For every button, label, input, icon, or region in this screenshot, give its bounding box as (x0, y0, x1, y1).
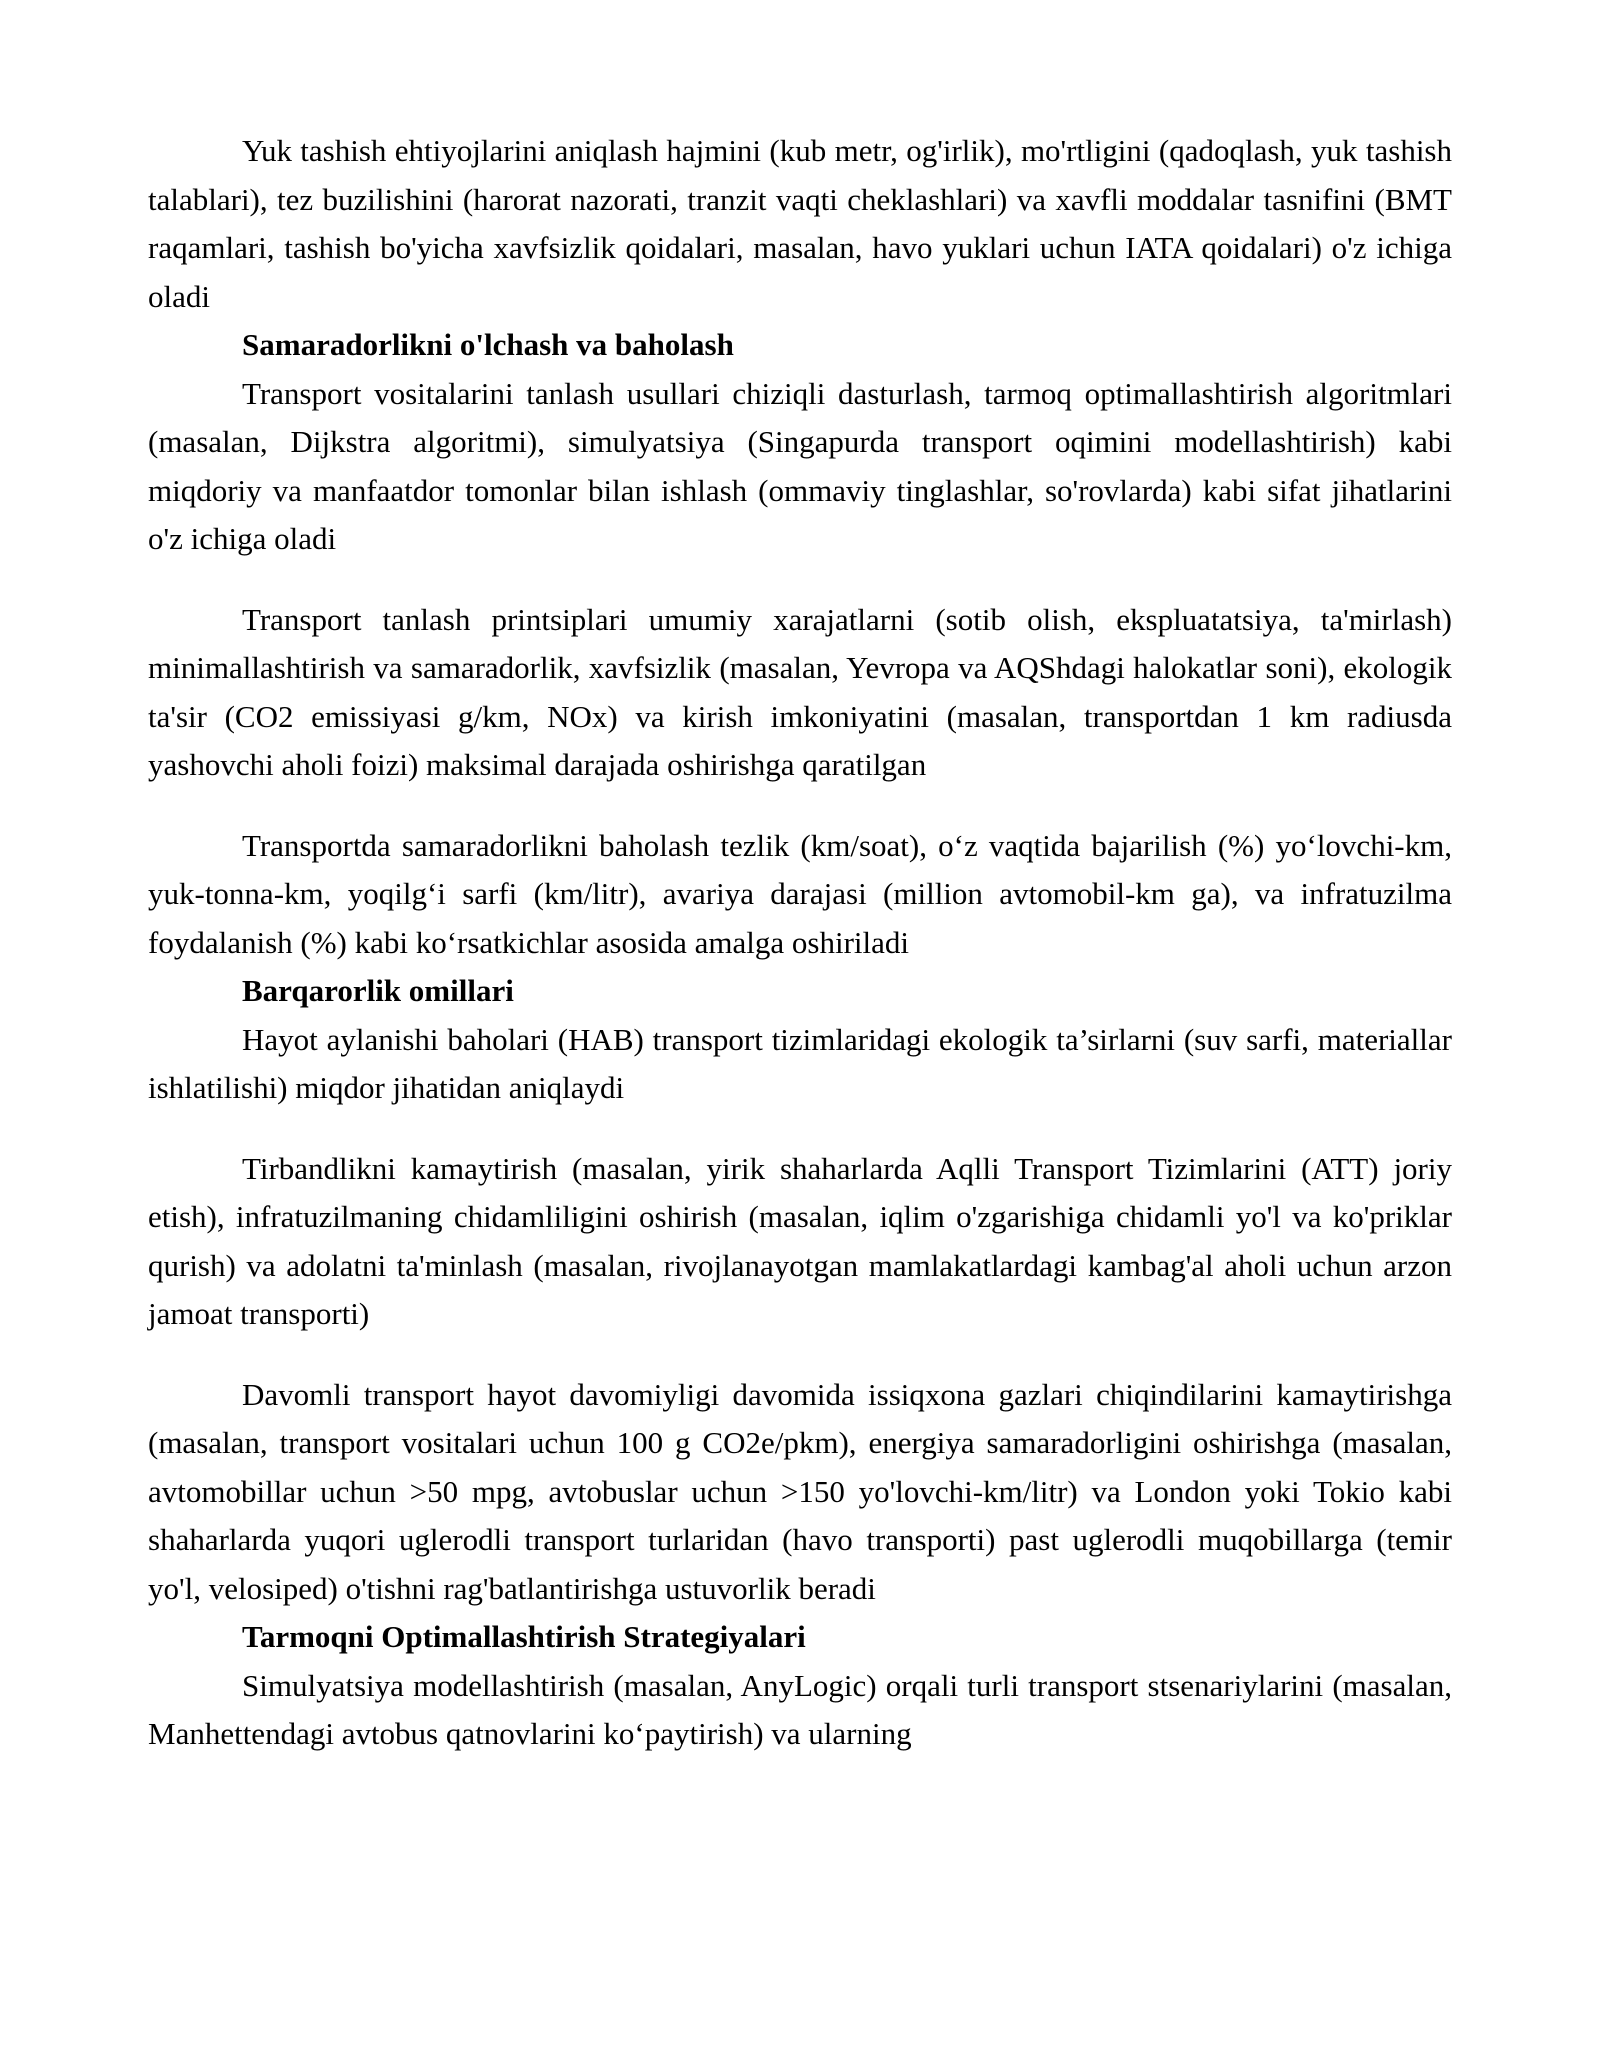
paragraph-selection-methods: Transport vositalarini tanlash usullari chiziqli dasturlash, tarmoq optimallashtirish algoritmlari (masalan, Dijkstra algoritmi), simulyatsiya (Singapurda transport oqimini modellashtirish) kabi miqdoriy va manfaatdor tomonlar bilan ishlash (ommaviy tinglashlar, so'rovlarda) kabi sifat jihatlarini o'z ichiga oladi (148, 375, 1452, 556)
paragraph-freight-needs: Yuk tashish ehtiyojlarini aniqlash hajmini (kub metr, og'irlik), mo'rtligini (qadoqlash, yuk tashish talablari), tez buzilishini (harorat nazorati, tranzit vaqti cheklashlari) va xavfli moddalar tasnifini (BMT raqamlari, tashish bo'yicha xavfsizlik qoidalari, masalan, havo yuklari uchun IATA qoidalari) o'z ichiga oladi (148, 133, 1452, 314)
paragraph-life-cycle-assessment: Hayot aylanishi baholari (HAB) transport tizimlaridagi ekologik ta’sirlarni (suv sarfi, materiallar ishlatilishi) miqdor jihatidan aniqlaydi (148, 1021, 1452, 1105)
heading-performance-measurement: Samaradorlikni o'lchash va baholash (242, 327, 734, 362)
paragraph-congestion-reduction: Tirbandlikni kamaytirish (masalan, yirik shaharlarda Aqlli Transport Tizimlarini (ATT) joriy etish), infratuzilmaning chidamliligini oshirish (masalan, iqlim o'zgarishiga chidamli yo'l va ko'priklar qurish) va adolatni ta'minlash (masalan, rivojlanayotgan mamlakatlardagi kambag'al aholi uchun arzon jamoat transporti) (148, 1150, 1452, 1331)
document-page (148, 127, 1452, 1759)
paragraph-simulation-modeling: Simulyatsiya modellashtirish (masalan, AnyLogic) orqali turli transport stsenariylarini (masalan, Manhettendagi avtobus qatnovlarini ko‘paytirish) va ularning (148, 1667, 1452, 1751)
heading-sustainability-factors: Barqarorlik omillari (242, 973, 514, 1008)
paragraph-selection-principles: Transport tanlash printsiplari umumiy xarajatlarni (sotib olish, ekspluatatsiya, ta'mirlash) minimallashtirish va samaradorlik, xavfsizlik (masalan, Yevropa va AQShdagi halokatlar soni), ekologik ta'sir (CO2 emissiyasi g/km, NOx) va kirish imkoniyatini (masalan, transportdan 1 km radiusda yashovchi aholi foizi) maksimal darajada oshirishga qaratilgan (148, 601, 1452, 782)
heading-network-optimization: Tarmoqni Optimallashtirish Strategiyalari (242, 1619, 806, 1654)
paragraph-efficiency-evaluation: Transportda samaradorlikni baholash tezlik (km/soat), o‘z vaqtida bajarilish (%) yo‘lovchi-km, yuk-tonna-km, yoqilg‘i sarfi (km/litr), avariya darajasi (million avtomobil-km ga), va infratuzilma foydalanish (%) kabi ko‘rsatkichlar asosida amalga oshiriladi (148, 827, 1452, 960)
paragraph-sustainable-transport: Davomli transport hayot davomiyligi davomida issiqxona gazlari chiqindilarini kamaytirishga (masalan, transport vositalari uchun 100 g CO2e/pkm), energiya samaradorligini oshirishga (masalan, avtomobillar uchun >50 mpg, avtobuslar uchun >150 yo'lovchi-km/litr) va London yoki Tokio kabi shaharlarda yuqori uglerodli transport turlaridan (havo transporti) past uglerodli muqobillarga (temir yo'l, velosiped) o'tishni rag'batlantirishga ustuvorlik beradi (148, 1376, 1452, 1606)
